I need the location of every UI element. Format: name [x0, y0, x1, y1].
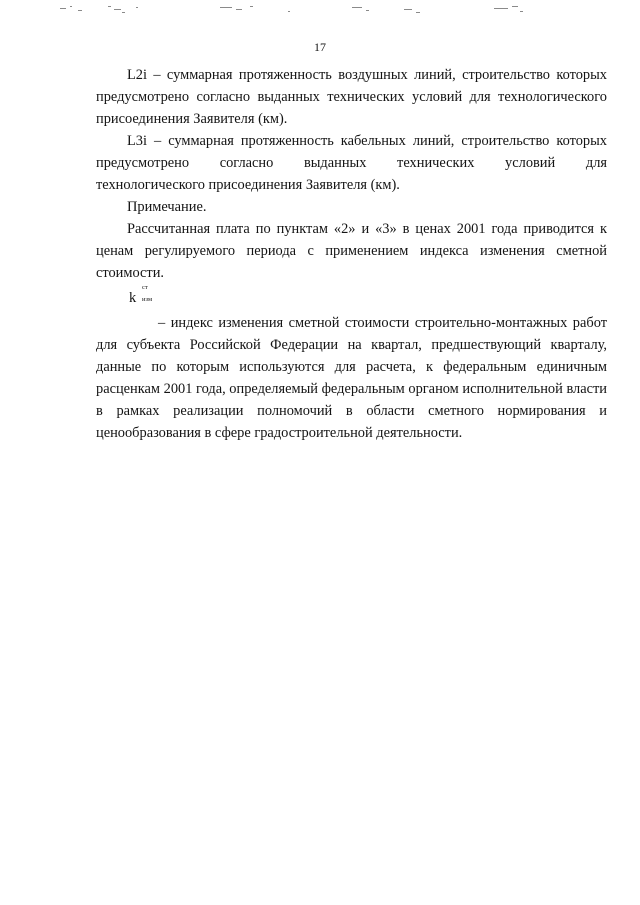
formula-symbol: k — [129, 290, 137, 306]
page-number: 17 — [314, 40, 326, 54]
formula-k-index — [96, 284, 607, 312]
formula-superscript: ст — [142, 284, 148, 291]
paragraph-l2i: L2i – суммарная протяженность воздушных линий, строительство которых предусмотрено согласно выданных технических условий для технологического присоединения Заявителя (км). — [96, 67, 607, 127]
definition-text: – индекс изменения сметной стоимости строительно-монтажных работ для субъекта Российской Федерации на квартал, предшествующий кварталу, данные по которым используются для расчета, к федеральным единичным расценкам 2001 года, определяемый федеральным органом исполнительной власти в рамках реализации полномочий в области сметного нормирования и ценообразования в сфере градостроительной деятельности. — [96, 315, 607, 441]
formula-subscript: изм — [142, 296, 153, 303]
paragraph-l3i-part1: L3i – суммарная протяженность кабельных линий, строительство которых предусмотрено согласно выданных технических условий для — [96, 133, 607, 171]
document-body — [96, 64, 607, 444]
note-text: Рассчитанная плата по пунктам «2» и «3» в ценах 2001 года приводится к ценам регулируемого периода с применением индекса изменения сметной стоимости. — [96, 221, 607, 281]
paragraph-l3i-part2: технологического присоединения Заявителя (км). — [96, 177, 400, 193]
scan-artifact-marks — [0, 0, 640, 20]
note-heading: Примечание. — [127, 199, 207, 215]
